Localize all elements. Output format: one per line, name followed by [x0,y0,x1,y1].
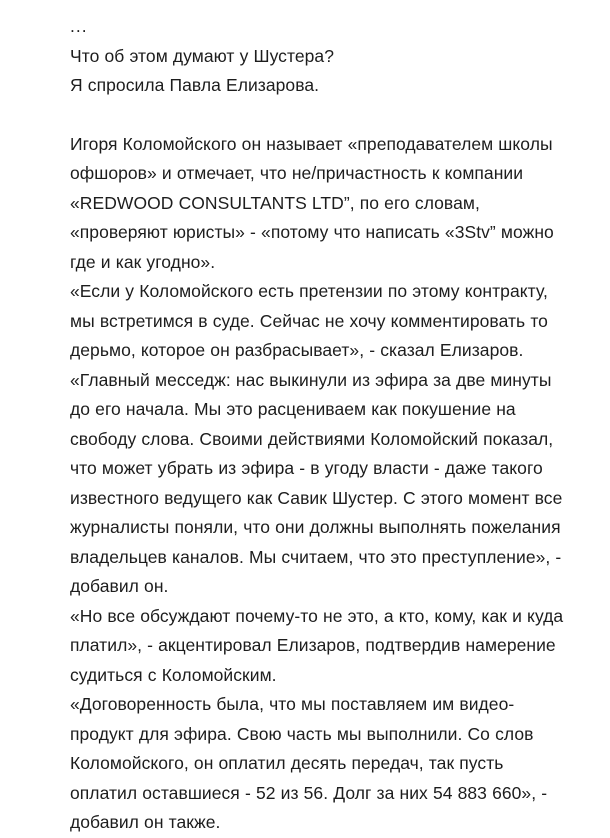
paragraph-3: Игоря Коломойского он называет «преподавателем школы офшоров» и отмечает, что не/причастность к компании «REDWOOD CONSULTANTS LTD”, по его словам, «проверяют юристы» - «потому что написать «3Stv” можно где и как угодно». [70,133,554,272]
paragraph-2: Я спросила Павла Елизарова. [70,75,320,95]
paragraph-5: «Главный месседж: нас выкинули из эфира за две минуты до его начала. Мы это расцениваем как покушение на свободу слова. Своими действиями Коломойский показал, что может убрать из эфира - в угоду власти - даже такого известного ведущего как Савик Шустер. С этого момент все журналисты поняли, что они должны выполнять пожелания владельцев каналов. Мы считаем, что это преступление», - добавил он. [70,369,563,596]
leading-ellipsis: ... [70,16,88,36]
paragraph-1: Что об этом думают у Шустера? [70,45,334,66]
paragraph-6: «Но все обсуждают почему-то не это, а кто, кому, как и куда платил», - акцентировал Елизаров, подтвердив намерение судиться с Коломойским. [70,605,564,685]
paragraph-4: «Если у Коломойского есть претензии по этому контракту, мы встретимся в суде. Сейчас не хочу комментировать то дерьмо, которое он разбрасывает», - сказал Елизаров. [70,281,548,360]
paragraph-7: «Договоренность была, что мы поставляем им видео-продукт для эфира. Свою часть мы выполнили. Со слов Коломойского, он оплатил десять передач, так пусть оплатил оставшиеся - 52 из 56. Долг за них 54 883 660», - добавил он также. [70,694,548,832]
paragraph-spacer [70,101,574,130]
